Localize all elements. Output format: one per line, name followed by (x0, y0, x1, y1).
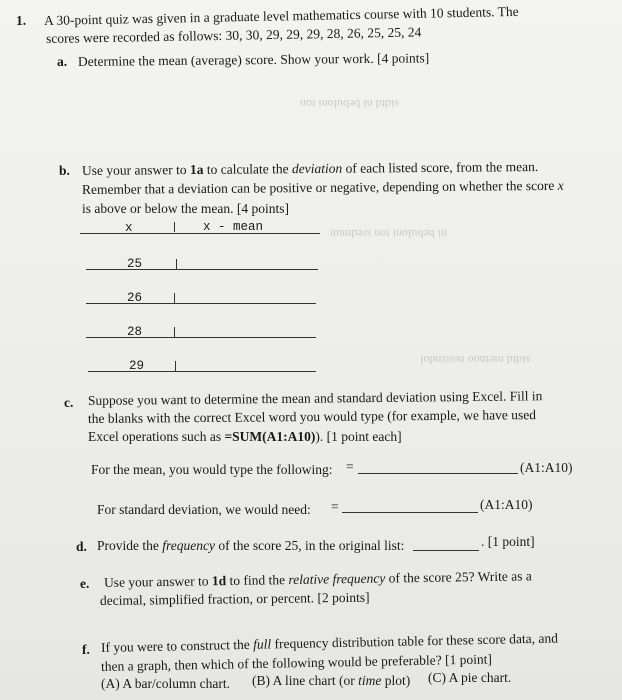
table-row-underline (88, 371, 316, 372)
part-c-line2: the blanks with the correct Excel word you would type (for example, we have used (87, 407, 537, 426)
excel-mean-prompt: For the mean, you would type the following: (91, 462, 333, 477)
excel-sd-suffix: (A1:A10) (480, 497, 533, 512)
part-f-label: f. (82, 642, 90, 657)
part-e-label: e. (80, 576, 90, 591)
table-divider (174, 293, 175, 303)
table-row-underline (86, 303, 316, 304)
table-header-x: x (125, 221, 133, 235)
table-row-score: 29 (129, 359, 145, 373)
table-header-deviation: x - mean (203, 220, 264, 234)
bleed-through-text: ni bebuloni ton sredmun (330, 227, 447, 241)
part-c-label: c. (64, 395, 74, 410)
part-d-blank[interactable] (413, 550, 479, 551)
part-f-option-b: (B) A line chart (or time plot) (252, 673, 411, 688)
question-stem-line2: scores were recorded as follows: 30, 30, 29, 29, 29, 28, 26, 25, 25, 24 (45, 24, 422, 46)
part-b-line3: is above or below the mean. [4 points] (82, 201, 289, 216)
part-a-label: a. (57, 54, 68, 69)
part-e-line1: Use your answer to 1d to find the relative frequency of the score 25? Write as a (103, 568, 532, 590)
excel-sd-equals: = (331, 499, 339, 514)
part-c-line3: Excel operations such as =SUM(A1:A10)). [1 point each] (88, 429, 402, 444)
part-b-line1: Use your answer to 1a to calculate the deviation of each listed score, from the mean. (81, 159, 539, 178)
part-f-line2: then a graph, then which of the following would be preferable? [1 point] (100, 651, 493, 674)
table-divider (174, 327, 175, 337)
part-c-line1: Suppose you want to determine the mean and standard deviation using Excel. Fill in (87, 388, 543, 408)
excel-sd-prompt: For standard deviation, we would need: (97, 502, 311, 517)
part-d-text: Provide the frequency of the score 25, in the original list: (97, 538, 405, 553)
table-header-underline (80, 233, 320, 234)
excel-mean-equals: = (346, 459, 354, 474)
excel-mean-blank[interactable] (358, 473, 518, 474)
part-b-label: b. (59, 163, 70, 178)
table-divider (174, 222, 175, 232)
part-f-line1: If you were to construct the full frequency distribution table for these score data, and (100, 630, 559, 655)
part-b-line2: Remember that a deviation can be positive or negative, depending on whether the score x (81, 177, 564, 197)
part-d-points: . [1 point] (481, 534, 535, 549)
part-a-text: Determine the mean (average) score. Show your work. [4 points] (77, 50, 430, 69)
table-row-score: 28 (127, 325, 143, 339)
question-stem-line1: A 30-point quiz was given in a graduate level mathematics course with 10 students. The (43, 3, 519, 28)
table-divider (176, 259, 177, 269)
part-e-line2: decimal, simplified fraction, or percent. [2 points] (99, 589, 370, 608)
excel-sd-blank[interactable] (342, 512, 478, 513)
part-f-option-c: (C) A pie chart. (428, 670, 512, 685)
bleed-through-text: sidtd ni bebuloni ton (300, 97, 399, 111)
table-row-underline (86, 269, 318, 270)
part-f-option-a: (A) A bar/column chart. (101, 676, 230, 691)
bleed-through-text: sidtd nietnoo noitsndol (420, 353, 531, 367)
table-row-score: 26 (127, 291, 143, 305)
table-row-score: 25 (127, 257, 143, 271)
excel-mean-suffix: (A1:A10) (520, 460, 573, 475)
table-row-underline (86, 337, 316, 338)
table-divider (175, 361, 176, 371)
question-number: 1. (16, 13, 27, 28)
part-d-label: d. (76, 539, 87, 554)
